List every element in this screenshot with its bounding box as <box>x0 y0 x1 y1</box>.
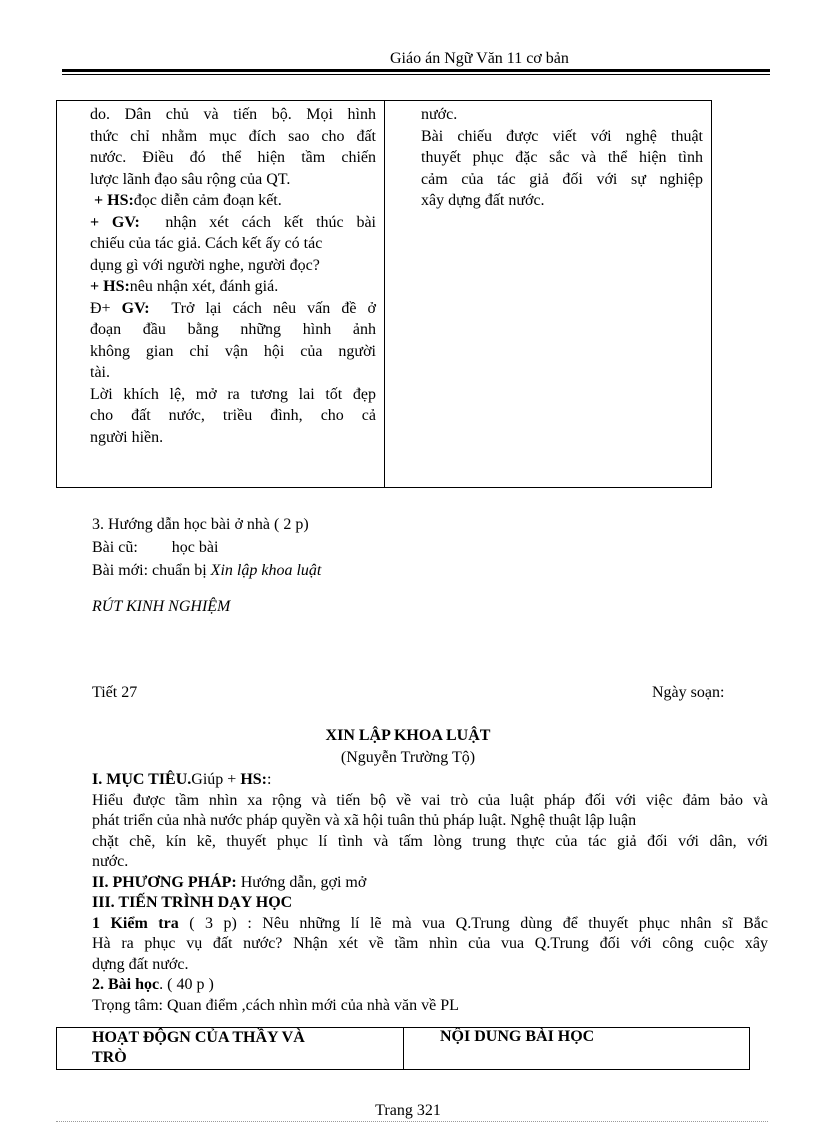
hs-activity-1 <box>90 190 376 212</box>
old-lesson-label: Bài cũ: <box>92 539 138 556</box>
lesson-author: (Nguyễn Trường Tộ) <box>340 749 476 766</box>
text-line: dụng gì với người nghe, người đọc? <box>90 256 320 274</box>
text-line: Hiểu được tầm nhìn xa rộng và tiến bộ về vai trò của luật pháp đối với việc đảm bảo và <box>92 791 768 809</box>
header-line: TRÒ <box>92 1049 127 1066</box>
page-number: Trang 321 <box>375 1102 441 1119</box>
footer-dotted-rule <box>56 1121 768 1122</box>
prep-date-label: Ngày soạn: <box>652 684 725 701</box>
text-line: chiếu của tác giả. Cách kết ấy có tác <box>90 235 323 252</box>
old-lesson-value: học bài <box>171 539 219 556</box>
hs-activity-2 <box>90 276 376 298</box>
objectives-label: I. MỤC TIÊU. <box>92 771 192 788</box>
lesson-label: 2. Bài học <box>92 976 160 993</box>
text-line: Lời khích lệ, mở ra tương lai tốt đẹp <box>90 385 376 403</box>
new-lesson-value: Xin lập khoa luật <box>210 562 322 579</box>
process-heading-text: III. TIẾN TRÌNH DẠY HỌC <box>92 894 293 911</box>
text-line: thuyết phục đặc sắc và thể hiện tình <box>421 149 703 166</box>
focus-line: Trọng tâm: Quan điểm ,cách nhìn mới của nhà văn về PL <box>92 996 459 1014</box>
hs-activity-text: nêu nhận xét, đánh giá. <box>129 278 279 295</box>
text-line: tài. <box>90 364 110 381</box>
method-label: II. PHƯƠNG PHÁP: <box>92 873 237 891</box>
gv-prefix: Đ+ <box>90 299 111 317</box>
lesson-row <box>92 975 768 996</box>
gv-label: + GV: <box>90 213 140 231</box>
text-line: nước. <box>92 853 129 870</box>
text-line: Bài chiếu được viết với nghệ thuật <box>421 127 703 145</box>
gv-activity-text: Trở lại cách nêu vấn đề ở <box>171 299 377 317</box>
homework-section <box>92 513 321 582</box>
method-value: Hướng dẫn, gợi mở <box>236 873 367 891</box>
table-header-content: NỘI DUNG BÀI HỌC <box>440 1028 595 1045</box>
objectives-hs: HS: <box>240 771 267 788</box>
text-line: nước. <box>421 106 458 123</box>
text-line: chặt chẽ, kín kẽ, thuyết phục lí tình và tấm lòng trung thực của tác giả đối với dân, với <box>92 832 768 850</box>
objectives-colon: : <box>266 771 272 788</box>
text-line: người hiền. <box>90 428 164 446</box>
table-header-activities <box>92 1028 382 1068</box>
gv-activity-1 <box>90 212 376 234</box>
new-lesson-row <box>92 559 321 582</box>
objectives-giup: Giúp + <box>191 771 241 788</box>
hs-label: + HS: <box>94 192 134 209</box>
lesson-title: XIN LẬP KHOA LUẬT <box>325 727 491 744</box>
objectives-heading <box>92 770 768 791</box>
table-column-divider <box>384 101 385 487</box>
check-text: ( 3 p) : Nêu những lí lẽ mà vua Q.Trung dùng để thuyết phục nhân sĩ Bắc <box>178 914 769 932</box>
homework-title: 3. Hướng dẫn học bài ở nhà ( 2 p) <box>92 516 309 533</box>
text-line: do. Dân chủ và tiến bộ. Mọi hình <box>90 106 376 123</box>
method-row <box>92 873 768 894</box>
text-line: nước. Điều đó thể hiện tầm chiến <box>90 149 376 166</box>
old-lesson-row <box>92 536 321 559</box>
lesson-body <box>92 770 768 1016</box>
text-line: thức chỉ nhằm mục đích sao cho đất <box>90 127 376 145</box>
table-left-column <box>90 104 376 448</box>
table-right-column <box>421 104 703 212</box>
text-line: lược lãnh đạo sâu rộng của QT. <box>90 170 291 188</box>
gv-activity-text: nhận xét cách kết thúc bài <box>165 213 376 231</box>
new-lesson-label: Bài mới: chuẩn bị <box>92 562 207 579</box>
hs-label: + HS: <box>90 278 130 295</box>
text-line: đoạn đầu bằng những hình ảnh <box>90 321 376 338</box>
header-rule-thin <box>62 74 770 75</box>
header-rule-thick <box>62 69 770 72</box>
text-line: phát triển của nhà nước pháp quyền và xã hội tuân thủ pháp luật. Nghệ thuật lập luận <box>92 812 637 829</box>
check-label: 1 Kiểm tra <box>92 914 179 932</box>
text-line: xây dựng đất nước. <box>421 192 545 209</box>
text-line: Hà ra phục vụ đất nước? Nhận xét về tầm nhìn của vua Q.Trung đối với công cuộc xây <box>92 935 768 952</box>
text-line: không gian chỉ vận hội của người <box>90 342 376 360</box>
document-header-title: Giáo án Ngữ Văn 11 cơ bản <box>390 50 569 67</box>
process-heading <box>92 893 768 914</box>
text-line: dựng đất nước. <box>92 955 189 973</box>
check-row <box>92 914 768 935</box>
rut-kinh-nghiem-heading: RÚT KINH NGHIỆM <box>92 598 231 615</box>
header-line: HOẠT ĐỘGN CỦA THẦY VÀ <box>92 1029 305 1046</box>
gv-activity-2 <box>90 298 376 320</box>
text-line: cho đất nước, triều đình, cho cả <box>90 407 376 424</box>
text-line: cảm của tác giả đối với sự nghiệp <box>421 170 703 188</box>
table-column-divider <box>403 1028 404 1069</box>
hs-activity-text: đọc diễn cảm đoạn kết. <box>133 192 282 209</box>
lesson-number: Tiết 27 <box>92 684 138 701</box>
lesson-duration: . ( 40 p ) <box>159 976 214 993</box>
gv-label: GV: <box>121 299 150 317</box>
